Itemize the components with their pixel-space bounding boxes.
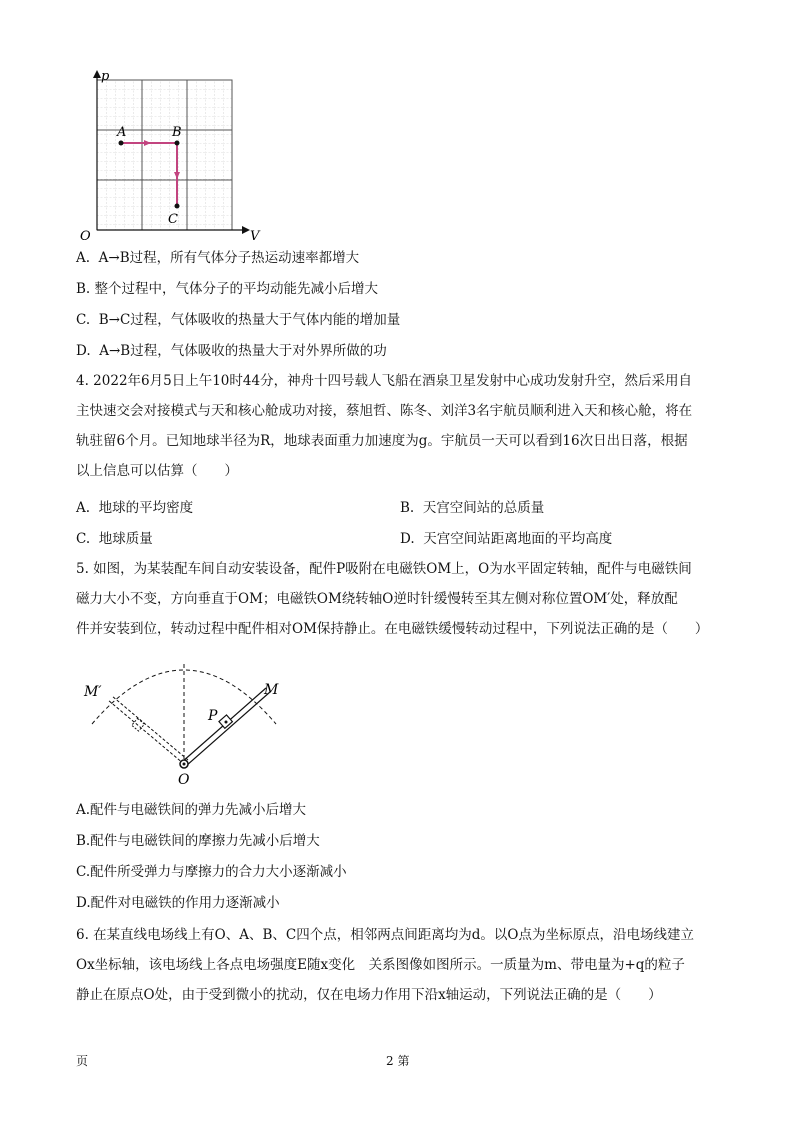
label-c: C	[168, 212, 178, 227]
q6-stem	[76, 922, 716, 1008]
label-p: P	[208, 708, 218, 724]
label-b: B	[172, 125, 182, 140]
q3-option-c[interactable]: C. B→C过程，气体吸收的热量大于气体内能的增加量	[76, 312, 401, 328]
q6-line: Ox坐标轴，该电场线上各点电场强度E随x变化 关系图像如图所示。一质量为m、带电量为+q的粒子	[76, 957, 685, 973]
point-b	[175, 141, 180, 146]
q6-line: 6. 在某直线电场线上有O、A、B、C四个点，相邻两点间距离均为d。以O点为坐标原点，沿电场线建立	[76, 927, 694, 943]
electromagnet-diagram	[76, 650, 306, 788]
v-axis-arrow	[242, 226, 250, 234]
q3-option-a[interactable]: A. A→B过程，所有气体分子热运动速率都增大	[76, 250, 360, 266]
point-a	[119, 141, 124, 146]
label-m: M	[264, 682, 279, 698]
q5-option-c[interactable]: C.配件所受弹力与摩擦力的合力大小逐渐减小	[76, 864, 347, 880]
q4-option-a[interactable]: A. 地球的平均密度	[76, 500, 194, 516]
footer-left: 页	[76, 1054, 89, 1068]
q3-option-b[interactable]: B. 整个过程中，气体分子的平均动能先减小后增大	[76, 281, 379, 297]
q5-line: 磁力大小不变，方向垂直于OM；电磁铁OM绕转轴O逆时针缓慢转至其左侧对称位置OM′处，释放配	[76, 591, 678, 607]
q4-option-b[interactable]: B. 天宫空间站的总质量	[400, 500, 545, 516]
q5-option-b[interactable]: B.配件与电磁铁间的摩擦力先减小后增大	[76, 833, 320, 849]
pv-diagram	[72, 68, 272, 246]
label-origin: O	[80, 229, 91, 244]
label-v: V	[250, 229, 260, 244]
grid-minor	[97, 80, 232, 230]
q4-line: 以上信息可以估算（ ）	[76, 463, 238, 479]
q5-option-d[interactable]: D.配件对电磁铁的作用力逐渐减小	[76, 895, 280, 911]
label-p: p	[101, 69, 110, 84]
q4-option-d[interactable]: D. 天宫空间站距离地面的平均高度	[400, 531, 613, 547]
q5-line: 件并安装到位，转动过程中配件相对OM保持静止。在电磁铁缓慢转动过程中，下列说法正确的是（ ）	[76, 621, 709, 637]
q5-line: 5. 如图，为某装配车间自动安装设备，配件P吸附在电磁铁OM上，O为水平固定转轴，配件与电磁铁间	[76, 561, 692, 577]
magnet-om	[182, 688, 270, 766]
label-o: O	[178, 772, 190, 788]
label-m-prime: M′	[84, 684, 102, 700]
magnet-om-prime	[108, 696, 188, 764]
point-c	[175, 204, 180, 209]
q4-line: 主快速交会对接模式与天和核心舱成功对接，蔡旭哲、陈冬、刘洋3名宇航员顺利进入天和核心舱，将在	[76, 403, 693, 419]
q5-option-a[interactable]: A.配件与电磁铁间的弹力先减小后增大	[76, 802, 307, 818]
p-axis-arrow	[93, 70, 101, 78]
label-a: A	[117, 125, 127, 140]
q6-line: 静止在原点O处，由于受到微小的扰动，仅在电场力作用下沿x轴运动，下列说法正确的是（ ）	[76, 987, 662, 1003]
q4-option-c[interactable]: C. 地球质量	[76, 531, 153, 547]
q3-option-d[interactable]: D. A→B过程，气体吸收的热量大于对外界所做的功	[76, 343, 387, 359]
q4-stem	[76, 368, 716, 484]
q5-stem	[76, 556, 716, 642]
q4-line: 轨驻留6个月。已知地球半径为R，地球表面重力加速度为g。宇航员一天可以看到16次日出日落，根据	[76, 433, 688, 449]
q4-line: 4. 2022年6月5日上午10时44分，神舟十四号载人飞船在酒泉卫星发射中心成功发射升空，然后采用自	[76, 373, 693, 389]
page-number: 2 第	[386, 1054, 410, 1068]
